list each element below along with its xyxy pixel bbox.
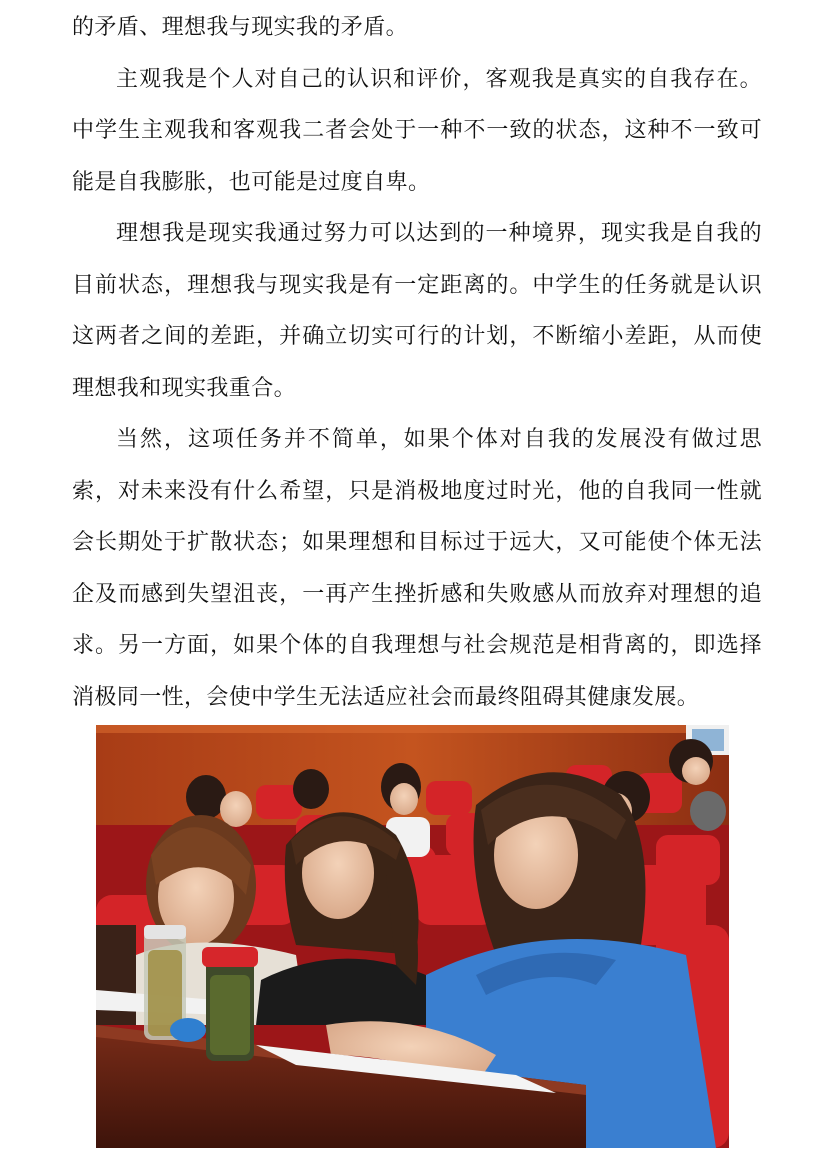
body-text bbox=[72, 2, 762, 723]
paragraph-ideal-real: 理想我是现实我通过努力可以达到的一种境界，现实我是自我的目前状态，理想我与现实我是有一定距离的。中学生的任务就是认识这两者之间的差距，并确立切实可行的计划，不断缩小差距，从而使理想我和现实我重合。 bbox=[72, 221, 762, 401]
tea-bottle-red-cap bbox=[202, 947, 258, 1061]
lecture-hall-photo bbox=[96, 725, 729, 1148]
bottle-cap-blue bbox=[170, 1018, 206, 1042]
paragraph-continuation: 的矛盾、理想我与现实我的矛盾。 bbox=[72, 15, 409, 40]
paragraph-task-difficulty: 当然，这项任务并不简单，如果个体对自我的发展没有做过思索，对未来没有什么希望，只是消极地度过时光，他的自我同一性就会长期处于扩散状态；如果理想和目标过于远大，又可能使个体无法企及而感到失望沮丧，一再产生挫折感和失败感从而放弃对理想的追求。另一方面，如果个体的自我理想与社会规范是相背离的，即选择消极同一性，会使中学生无法适应社会而最终阻碍其健康发展。 bbox=[72, 427, 762, 710]
paragraph-subjective-objective: 主观我是个人对自己的认识和评价，客观我是真实的自我存在。中学生主观我和客观我二者会处于一种不一致的状态，这种不一致可能是自我膨胀，也可能是过度自卑。 bbox=[72, 66, 762, 195]
photo-illustration bbox=[96, 725, 729, 1148]
